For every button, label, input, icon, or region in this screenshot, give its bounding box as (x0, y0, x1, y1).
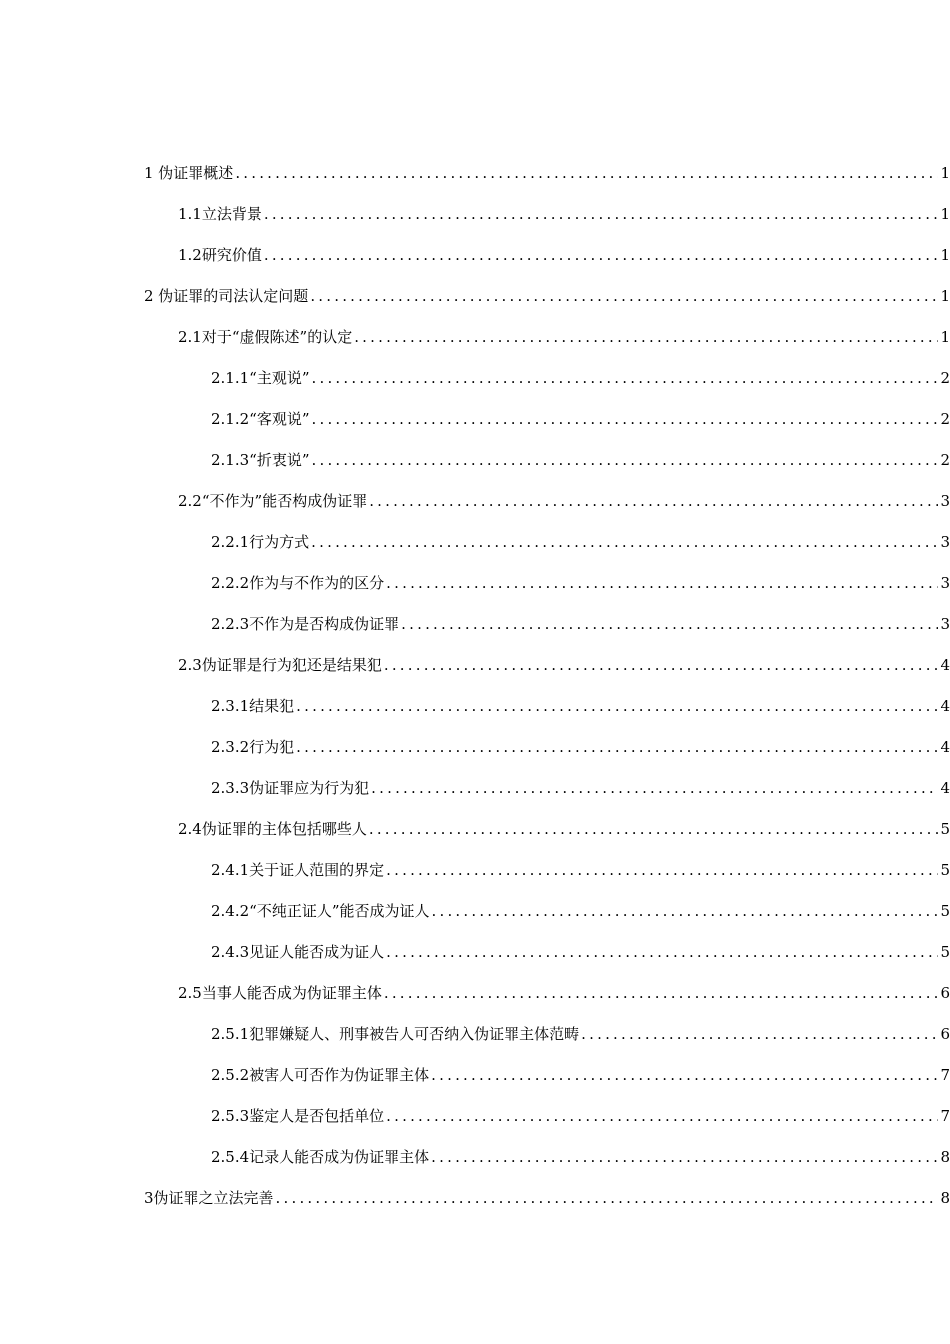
toc-entry-line (211, 737, 950, 757)
toc-dot-leader (581, 1024, 938, 1044)
toc-entry-title: 2.1.2“客观说” (211, 409, 310, 428)
toc-page-number: 1 (940, 204, 950, 223)
toc-entry[interactable] (0, 890, 950, 931)
toc-dot-leader (369, 819, 939, 839)
toc-page-number: 2 (940, 409, 950, 428)
toc-entry-line (211, 901, 950, 921)
toc-entry-line (211, 573, 950, 593)
toc-entry-line (144, 1188, 950, 1208)
toc-entry-title: 1.1立法背景 (178, 204, 262, 223)
toc-page-number: 7 (940, 1065, 950, 1084)
toc-entry-line (211, 1065, 950, 1085)
toc-entry[interactable] (0, 521, 950, 562)
toc-entry[interactable] (0, 726, 950, 767)
toc-entry[interactable] (0, 644, 950, 685)
toc-page-number: 2 (940, 368, 950, 387)
toc-entry-title: 2.3.1结果犯 (211, 696, 295, 715)
toc-entry-line (178, 819, 950, 839)
toc-entry-title: 2.4.2“不纯正证人”能否成为证人 (211, 901, 430, 920)
toc-dot-leader (384, 655, 939, 675)
toc-entry-title: 2.4伪证罪的主体包括哪些人 (178, 819, 367, 838)
toc-entry-line (211, 409, 950, 429)
toc-entry[interactable] (0, 1054, 950, 1095)
toc-entry-line (211, 532, 950, 552)
toc-page-number: 4 (940, 778, 950, 797)
toc-dot-leader (386, 573, 938, 593)
toc-dot-leader (264, 245, 939, 265)
toc-entry-title: 1.2研究价值 (178, 245, 262, 264)
toc-page-number: 5 (940, 942, 950, 961)
toc-entry[interactable] (0, 767, 950, 808)
toc-entry-title: 2.4.1关于证人范围的界定 (211, 860, 385, 879)
toc-entry-line (178, 983, 950, 1003)
toc-entry-line (211, 1147, 950, 1167)
toc-dot-leader (431, 1065, 938, 1085)
toc-entry-line (211, 860, 950, 880)
toc-entry[interactable] (0, 152, 950, 193)
toc-dot-leader (296, 737, 938, 757)
toc-entry-line (211, 450, 950, 470)
toc-page-number: 5 (940, 819, 950, 838)
toc-page-number: 4 (940, 737, 950, 756)
toc-dot-leader (235, 163, 938, 183)
toc-entry-title: 3伪证罪之立法完善 (144, 1188, 274, 1207)
toc-entry-title: 1 伪证罪概述 (144, 163, 234, 182)
toc-entry-title: 2.3伪证罪是行为犯还是结果犯 (178, 655, 382, 674)
toc-dot-leader (276, 1188, 939, 1208)
toc-page-number: 4 (940, 696, 950, 715)
toc-entry-title: 2.1对于“虚假陈述”的认定 (178, 327, 353, 346)
toc-entry-line (178, 245, 950, 265)
toc-entry-title: 2.2“不作为”能否构成伪证罪 (178, 491, 368, 510)
toc-entry-line (144, 163, 950, 183)
toc-entry[interactable] (0, 562, 950, 603)
toc-entry-line (211, 368, 950, 388)
toc-dot-leader (371, 778, 938, 798)
toc-entry[interactable] (0, 398, 950, 439)
toc-entry[interactable] (0, 972, 950, 1013)
toc-entry[interactable] (0, 1095, 950, 1136)
toc-entry-line (211, 1106, 950, 1126)
toc-entry-line (211, 1024, 950, 1044)
toc-entry[interactable] (0, 849, 950, 890)
toc-dot-leader (386, 860, 938, 880)
toc-dot-leader (384, 983, 939, 1003)
toc-dot-leader (432, 901, 939, 921)
toc-entry-line (211, 942, 950, 962)
toc-page-number: 1 (940, 286, 950, 305)
toc-page-number: 2 (940, 450, 950, 469)
toc-entry[interactable] (0, 808, 950, 849)
toc-entry[interactable] (0, 357, 950, 398)
table-of-contents (0, 152, 950, 1218)
toc-entry-line (178, 327, 950, 347)
toc-entry-title: 2.1.3“折衷说” (211, 450, 310, 469)
toc-entry[interactable] (0, 480, 950, 521)
toc-entry[interactable] (0, 1136, 950, 1177)
toc-dot-leader (401, 614, 938, 634)
toc-entry-title: 2.3.3伪证罪应为行为犯 (211, 778, 370, 797)
toc-entry-title: 2.5.4记录人能否成为伪证罪主体 (211, 1147, 430, 1166)
toc-entry-title: 2.2.3不作为是否构成伪证罪 (211, 614, 400, 633)
toc-page-number: 3 (940, 573, 950, 592)
toc-entry[interactable] (0, 439, 950, 480)
toc-entry[interactable] (0, 316, 950, 357)
toc-entry-title: 2.3.2行为犯 (211, 737, 295, 756)
toc-page-number: 8 (940, 1188, 950, 1207)
toc-entry-title: 2.5.1犯罪嫌疑人、刑事被告人可否纳入伪证罪主体范畴 (211, 1024, 580, 1043)
toc-page-number: 4 (940, 655, 950, 674)
toc-entry-line (178, 491, 950, 511)
toc-dot-leader (369, 491, 938, 511)
toc-entry[interactable] (0, 193, 950, 234)
toc-entry[interactable] (0, 931, 950, 972)
toc-dot-leader (386, 1106, 938, 1126)
toc-entry-line (178, 204, 950, 224)
toc-entry-line (211, 778, 950, 798)
toc-page-number: 3 (940, 614, 950, 633)
toc-dot-leader (264, 204, 939, 224)
toc-page-number: 6 (940, 983, 950, 1002)
toc-entry-title: 2.5.2被害人可否作为伪证罪主体 (211, 1065, 430, 1084)
toc-dot-leader (296, 696, 938, 716)
toc-dot-leader (312, 450, 939, 470)
toc-page-number: 5 (940, 901, 950, 920)
toc-dot-leader (312, 409, 939, 429)
toc-entry-line (211, 696, 950, 716)
toc-entry[interactable] (0, 234, 950, 275)
toc-entry-title: 2.4.3见证人能否成为证人 (211, 942, 385, 961)
toc-page-number: 1 (940, 163, 950, 182)
toc-entry[interactable] (0, 1013, 950, 1054)
toc-entry[interactable] (0, 685, 950, 726)
toc-page-number: 3 (940, 491, 950, 510)
toc-dot-leader (311, 532, 938, 552)
toc-entry[interactable] (0, 1177, 950, 1218)
toc-dot-leader (312, 368, 939, 388)
toc-entry[interactable] (0, 603, 950, 644)
toc-entry-title: 2 伪证罪的司法认定问题 (144, 286, 309, 305)
toc-entry[interactable] (0, 275, 950, 316)
toc-page-number: 1 (940, 245, 950, 264)
toc-page-number: 1 (940, 327, 950, 346)
toc-dot-leader (386, 942, 938, 962)
toc-entry-line (144, 286, 950, 306)
toc-entry-title: 2.5当事人能否成为伪证罪主体 (178, 983, 382, 1002)
toc-dot-leader (431, 1147, 938, 1167)
toc-entry-title: 2.5.3鉴定人是否包括单位 (211, 1106, 385, 1125)
toc-entry-line (178, 655, 950, 675)
toc-page-number: 5 (940, 860, 950, 879)
toc-dot-leader (354, 327, 938, 347)
toc-entry-title: 2.1.1“主观说” (211, 368, 310, 387)
toc-dot-leader (310, 286, 938, 306)
toc-page-number: 3 (940, 532, 950, 551)
toc-page-number: 7 (940, 1106, 950, 1125)
toc-entry-title: 2.2.1行为方式 (211, 532, 310, 551)
toc-page-number: 8 (940, 1147, 950, 1166)
toc-page-number: 6 (940, 1024, 950, 1043)
toc-entry-title: 2.2.2作为与不作为的区分 (211, 573, 385, 592)
toc-entry-line (211, 614, 950, 634)
